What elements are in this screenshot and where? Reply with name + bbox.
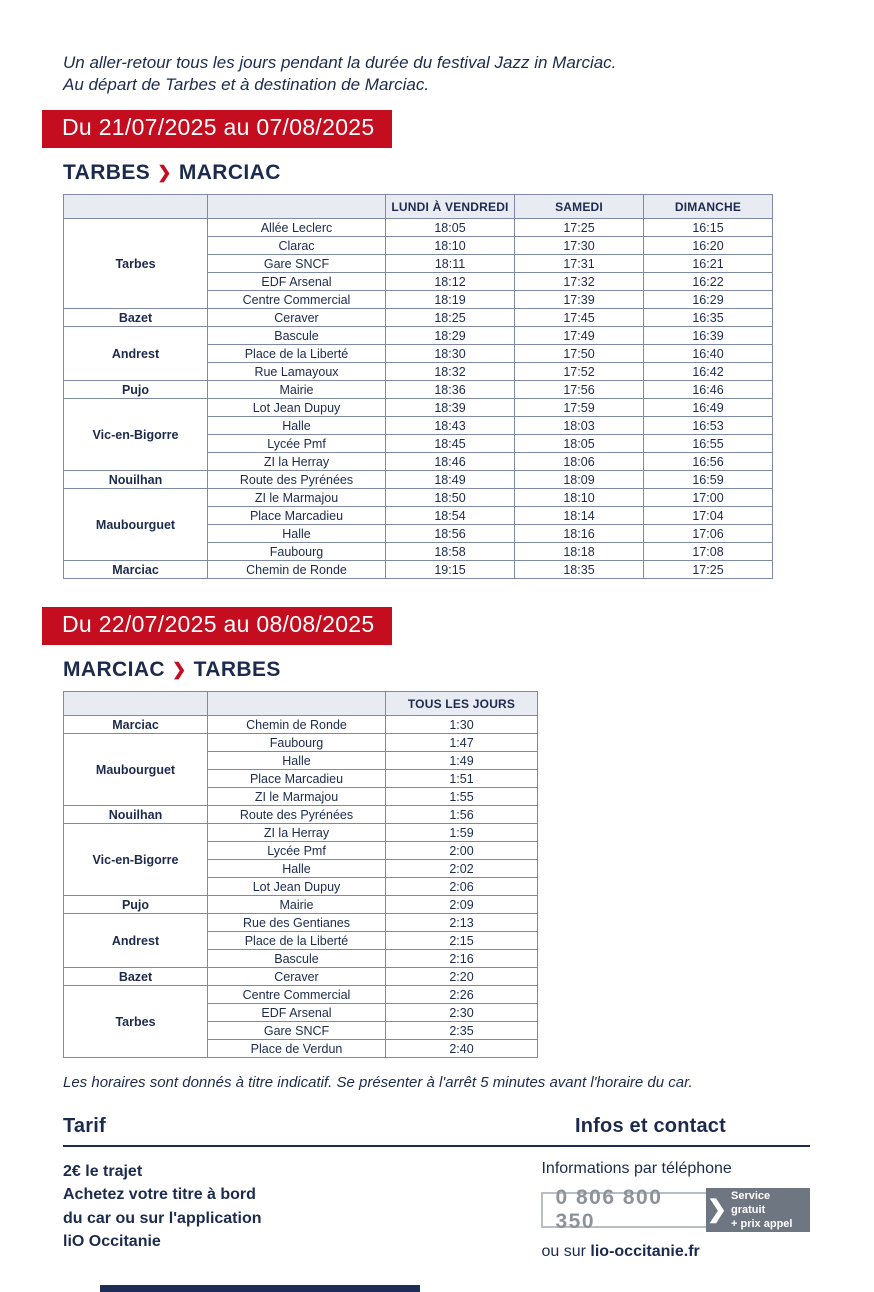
commune-cell: Marciac bbox=[64, 716, 208, 734]
time-cell: 2:20 bbox=[386, 968, 538, 986]
table-row bbox=[64, 489, 773, 507]
tarif-line: 2€ le trajet bbox=[63, 1163, 143, 1181]
timetable-marciac-tarbes bbox=[63, 691, 538, 1058]
time-cell: 17:31 bbox=[515, 255, 644, 273]
website-url: lio-occitanie.fr bbox=[590, 1243, 700, 1261]
stop-cell: Mairie bbox=[208, 896, 386, 914]
commune-cell: Pujo bbox=[64, 381, 208, 399]
stop-cell: Halle bbox=[208, 860, 386, 878]
tarif-title: Tarif bbox=[63, 1115, 106, 1138]
time-cell: 18:46 bbox=[386, 453, 515, 471]
commune-cell: Pujo bbox=[64, 896, 208, 914]
time-cell: 17:25 bbox=[515, 219, 644, 237]
stop-cell: EDF Arsenal bbox=[208, 1004, 386, 1022]
website-line bbox=[541, 1243, 810, 1261]
stop-cell: Lot Jean Dupuy bbox=[208, 878, 386, 896]
time-cell: 17:06 bbox=[644, 525, 773, 543]
phone-cost-badge bbox=[706, 1188, 810, 1232]
commune-cell: Maubourguet bbox=[64, 734, 208, 806]
stop-cell: Place de la Liberté bbox=[208, 932, 386, 950]
route-from: TARBES bbox=[63, 161, 151, 185]
table-row bbox=[64, 986, 538, 1004]
stop-cell: Mairie bbox=[208, 381, 386, 399]
time-cell: 18:49 bbox=[386, 471, 515, 489]
stop-cell: Ceraver bbox=[208, 309, 386, 327]
stop-cell: ZI la Herray bbox=[208, 824, 386, 842]
table-row bbox=[64, 471, 773, 489]
stop-cell: ZI le Marmajou bbox=[208, 489, 386, 507]
table-row bbox=[64, 968, 538, 986]
time-cell: 2:35 bbox=[386, 1022, 538, 1040]
table-row bbox=[64, 399, 773, 417]
route-to: TARBES bbox=[193, 658, 281, 682]
time-cell: 16:39 bbox=[644, 327, 773, 345]
stop-cell: Allée Leclerc bbox=[208, 219, 386, 237]
time-cell: 18:29 bbox=[386, 327, 515, 345]
stop-cell: Place de Verdun bbox=[208, 1040, 386, 1058]
phone-widget bbox=[541, 1187, 810, 1233]
time-cell: 18:11 bbox=[386, 255, 515, 273]
column-header: LUNDI À VENDREDI bbox=[386, 195, 515, 219]
time-cell: 1:49 bbox=[386, 752, 538, 770]
time-cell: 16:40 bbox=[644, 345, 773, 363]
time-cell: 18:32 bbox=[386, 363, 515, 381]
period-banner-outbound: Du 21/07/2025 au 07/08/2025 bbox=[42, 110, 392, 148]
column-header: SAMEDI bbox=[515, 195, 644, 219]
header-row bbox=[64, 195, 773, 219]
stop-cell: Halle bbox=[208, 525, 386, 543]
stop-cell: Lot Jean Dupuy bbox=[208, 399, 386, 417]
time-cell: 18:03 bbox=[515, 417, 644, 435]
stop-cell: Centre Commercial bbox=[208, 291, 386, 309]
time-cell: 1:56 bbox=[386, 806, 538, 824]
footer-blue-bar bbox=[100, 1285, 420, 1292]
stop-cell: Lycée Pmf bbox=[208, 842, 386, 860]
time-cell: 16:59 bbox=[644, 471, 773, 489]
table-row bbox=[64, 716, 538, 734]
time-cell: 17:08 bbox=[644, 543, 773, 561]
time-cell: 16:55 bbox=[644, 435, 773, 453]
tarif-line: du car ou sur l'application bbox=[63, 1209, 262, 1227]
section-divider bbox=[63, 1145, 810, 1147]
time-cell: 18:10 bbox=[386, 237, 515, 255]
table-row bbox=[64, 309, 773, 327]
stop-cell: EDF Arsenal bbox=[208, 273, 386, 291]
route-to: MARCIAC bbox=[178, 161, 281, 185]
chevron-right-icon: ❯ bbox=[706, 1196, 728, 1224]
stop-cell: Place de la Liberté bbox=[208, 345, 386, 363]
period-banner-return: Du 22/07/2025 au 08/08/2025 bbox=[42, 607, 392, 645]
phone-number: 0 806 800 350 bbox=[555, 1186, 663, 1234]
phone-cost-text: Service gratuit + prix appel bbox=[731, 1189, 793, 1231]
time-cell: 18:39 bbox=[386, 399, 515, 417]
route-heading-outbound bbox=[63, 161, 874, 185]
commune-cell: Vic-en-Bigorre bbox=[64, 824, 208, 896]
chevron-right-icon: ❯ bbox=[157, 163, 172, 183]
time-cell: 18:05 bbox=[386, 219, 515, 237]
stop-cell: Rue Lamayoux bbox=[208, 363, 386, 381]
time-cell: 16:35 bbox=[644, 309, 773, 327]
time-cell: 17:52 bbox=[515, 363, 644, 381]
stop-cell: Faubourg bbox=[208, 734, 386, 752]
stop-cell: Route des Pyrénées bbox=[208, 806, 386, 824]
time-cell: 16:46 bbox=[644, 381, 773, 399]
time-cell: 2:02 bbox=[386, 860, 538, 878]
table-row bbox=[64, 896, 538, 914]
time-cell: 2:40 bbox=[386, 1040, 538, 1058]
column-header: TOUS LES JOURS bbox=[386, 692, 538, 716]
time-cell: 16:29 bbox=[644, 291, 773, 309]
commune-cell: Vic-en-Bigorre bbox=[64, 399, 208, 471]
time-cell: 2:30 bbox=[386, 1004, 538, 1022]
time-cell: 18:43 bbox=[386, 417, 515, 435]
commune-cell: Tarbes bbox=[64, 986, 208, 1058]
table-row bbox=[64, 806, 538, 824]
tarif-line: liO Occitanie bbox=[63, 1232, 161, 1250]
timetable-tarbes-marciac bbox=[63, 194, 773, 579]
stop-cell: Gare SNCF bbox=[208, 255, 386, 273]
time-cell: 1:55 bbox=[386, 788, 538, 806]
stop-cell: Lycée Pmf bbox=[208, 435, 386, 453]
tarif-details bbox=[63, 1160, 541, 1261]
time-cell: 2:09 bbox=[386, 896, 538, 914]
table-row bbox=[64, 561, 773, 579]
commune-cell: Maubourguet bbox=[64, 489, 208, 561]
time-cell: 17:00 bbox=[644, 489, 773, 507]
intro-text bbox=[63, 52, 814, 96]
commune-cell: Nouilhan bbox=[64, 471, 208, 489]
stop-cell: Ceraver bbox=[208, 968, 386, 986]
table-row bbox=[64, 824, 538, 842]
commune-cell: Nouilhan bbox=[64, 806, 208, 824]
commune-cell: Bazet bbox=[64, 968, 208, 986]
infos-title: Infos et contact bbox=[575, 1115, 726, 1138]
stop-cell: Chemin de Ronde bbox=[208, 561, 386, 579]
stop-cell: Halle bbox=[208, 417, 386, 435]
commune-cell: Bazet bbox=[64, 309, 208, 327]
chevron-right-icon: ❯ bbox=[171, 660, 187, 680]
time-cell: 2:06 bbox=[386, 878, 538, 896]
stop-cell: Faubourg bbox=[208, 543, 386, 561]
time-cell: 18:45 bbox=[386, 435, 515, 453]
stop-cell: Place Marcadieu bbox=[208, 770, 386, 788]
time-cell: 17:59 bbox=[515, 399, 644, 417]
tarif-line: Achetez votre titre à bord bbox=[63, 1186, 256, 1204]
time-cell: 18:10 bbox=[515, 489, 644, 507]
time-cell: 16:53 bbox=[644, 417, 773, 435]
table-row bbox=[64, 734, 538, 752]
header-row bbox=[64, 692, 538, 716]
time-cell: 1:59 bbox=[386, 824, 538, 842]
time-cell: 17:50 bbox=[515, 345, 644, 363]
time-cell: 16:20 bbox=[644, 237, 773, 255]
time-cell: 1:47 bbox=[386, 734, 538, 752]
time-cell: 18:50 bbox=[386, 489, 515, 507]
time-cell: 18:14 bbox=[515, 507, 644, 525]
timetable-flyer-page bbox=[0, 52, 874, 1292]
time-cell: 2:15 bbox=[386, 932, 538, 950]
time-cell: 1:51 bbox=[386, 770, 538, 788]
table-row bbox=[64, 219, 773, 237]
route-from: MARCIAC bbox=[63, 658, 165, 682]
stop-cell: Gare SNCF bbox=[208, 1022, 386, 1040]
time-cell: 18:25 bbox=[386, 309, 515, 327]
stop-cell: Clarac bbox=[208, 237, 386, 255]
time-cell: 2:26 bbox=[386, 986, 538, 1004]
time-cell: 16:49 bbox=[644, 399, 773, 417]
time-cell: 17:56 bbox=[515, 381, 644, 399]
time-cell: 17:25 bbox=[644, 561, 773, 579]
commune-cell: Marciac bbox=[64, 561, 208, 579]
stop-cell: Halle bbox=[208, 752, 386, 770]
time-cell: 18:56 bbox=[386, 525, 515, 543]
time-cell: 18:05 bbox=[515, 435, 644, 453]
time-cell: 18:58 bbox=[386, 543, 515, 561]
schedule-disclaimer: Les horaires sont donnés à titre indicatif. Se présenter à l'arrêt 5 minutes avant l'horaire du car. bbox=[63, 1074, 693, 1092]
time-cell: 16:21 bbox=[644, 255, 773, 273]
empty-header-cell bbox=[208, 195, 386, 219]
time-cell: 17:30 bbox=[515, 237, 644, 255]
time-cell: 18:35 bbox=[515, 561, 644, 579]
commune-cell: Tarbes bbox=[64, 219, 208, 309]
stop-cell: Place Marcadieu bbox=[208, 507, 386, 525]
website-prefix: ou sur bbox=[541, 1243, 591, 1261]
phone-label: Informations par téléphone bbox=[541, 1160, 732, 1178]
stop-cell: Bascule bbox=[208, 327, 386, 345]
empty-header-cell bbox=[64, 692, 208, 716]
time-cell: 2:00 bbox=[386, 842, 538, 860]
table-row bbox=[64, 914, 538, 932]
time-cell: 17:32 bbox=[515, 273, 644, 291]
commune-cell: Andrest bbox=[64, 327, 208, 381]
stop-cell: Rue des Gentianes bbox=[208, 914, 386, 932]
commune-cell: Andrest bbox=[64, 914, 208, 968]
table-row bbox=[64, 381, 773, 399]
contact-details bbox=[541, 1160, 810, 1261]
time-cell: 17:39 bbox=[515, 291, 644, 309]
time-cell: 18:18 bbox=[515, 543, 644, 561]
stop-cell: ZI le Marmajou bbox=[208, 788, 386, 806]
time-cell: 16:22 bbox=[644, 273, 773, 291]
time-cell: 1:30 bbox=[386, 716, 538, 734]
intro-line-1: Un aller-retour tous les jours pendant la durée du festival Jazz in Marciac. bbox=[63, 53, 617, 72]
time-cell: 18:09 bbox=[515, 471, 644, 489]
time-cell: 18:19 bbox=[386, 291, 515, 309]
bottom-info-section bbox=[63, 1115, 810, 1261]
time-cell: 17:49 bbox=[515, 327, 644, 345]
time-cell: 19:15 bbox=[386, 561, 515, 579]
stop-cell: Chemin de Ronde bbox=[208, 716, 386, 734]
column-header: DIMANCHE bbox=[644, 195, 773, 219]
time-cell: 18:30 bbox=[386, 345, 515, 363]
stop-cell: ZI la Herray bbox=[208, 453, 386, 471]
intro-line-2: Au départ de Tarbes et à destination de Marciac. bbox=[63, 75, 430, 95]
time-cell: 2:13 bbox=[386, 914, 538, 932]
time-cell: 16:15 bbox=[644, 219, 773, 237]
empty-header-cell bbox=[64, 195, 208, 219]
route-heading-return bbox=[63, 658, 874, 682]
time-cell: 2:16 bbox=[386, 950, 538, 968]
time-cell: 16:42 bbox=[644, 363, 773, 381]
empty-header-cell bbox=[208, 692, 386, 716]
stop-cell: Bascule bbox=[208, 950, 386, 968]
phone-number-box bbox=[541, 1186, 707, 1234]
time-cell: 18:12 bbox=[386, 273, 515, 291]
stop-cell: Centre Commercial bbox=[208, 986, 386, 1004]
time-cell: 18:16 bbox=[515, 525, 644, 543]
time-cell: 18:06 bbox=[515, 453, 644, 471]
time-cell: 16:56 bbox=[644, 453, 773, 471]
time-cell: 18:36 bbox=[386, 381, 515, 399]
time-cell: 17:04 bbox=[644, 507, 773, 525]
time-cell: 17:45 bbox=[515, 309, 644, 327]
time-cell: 18:54 bbox=[386, 507, 515, 525]
table-row bbox=[64, 327, 773, 345]
stop-cell: Route des Pyrénées bbox=[208, 471, 386, 489]
